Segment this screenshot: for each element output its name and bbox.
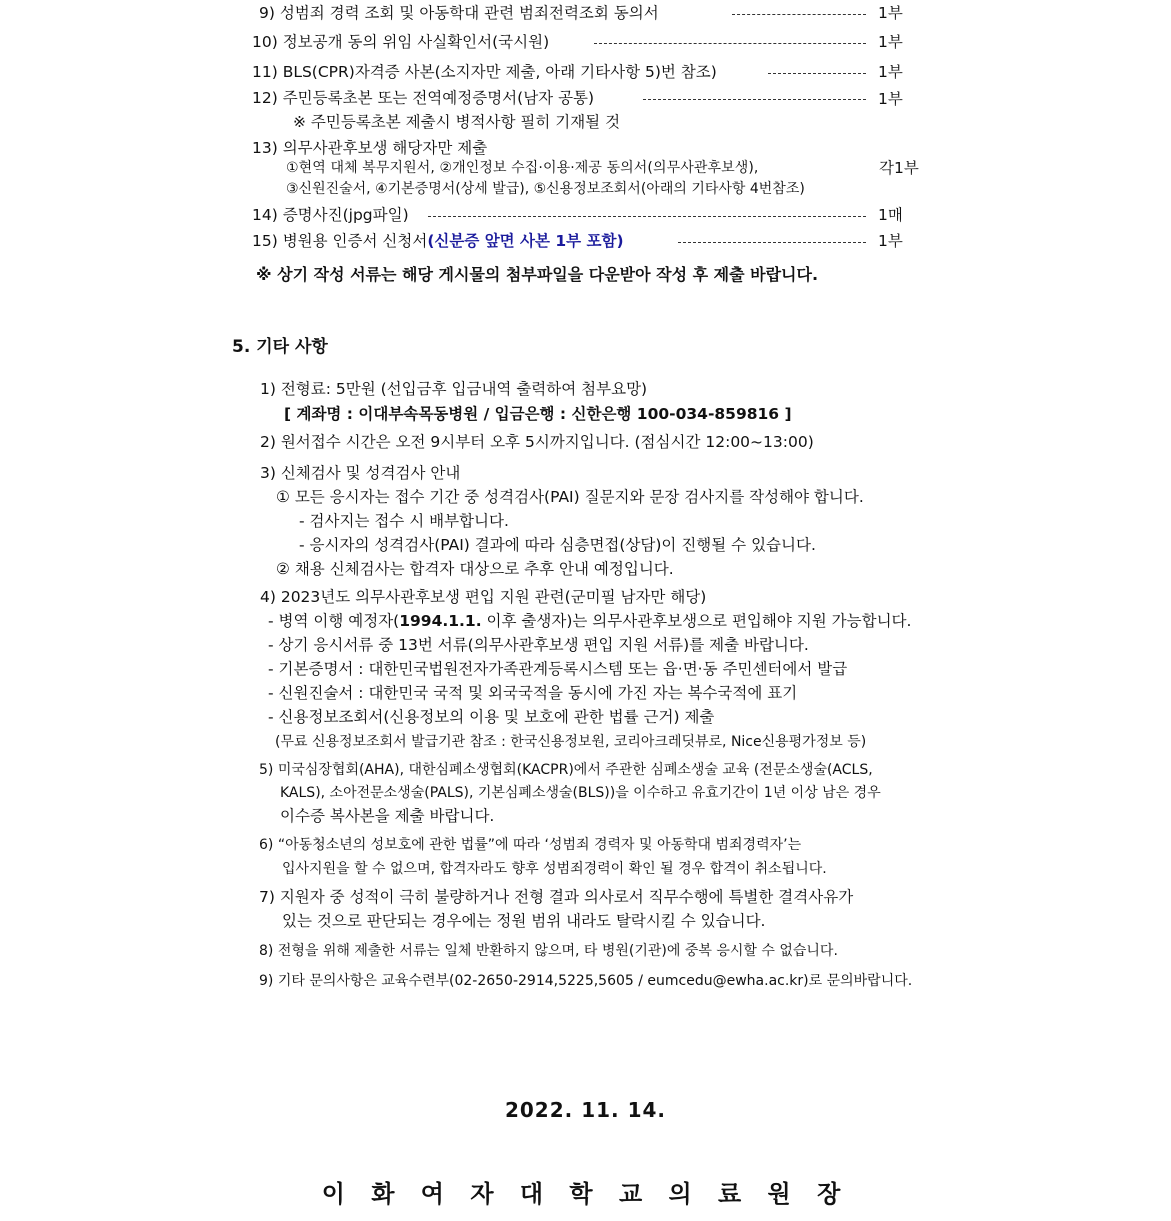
doc-item-15 bbox=[252, 230, 624, 252]
etc-item-4-d: - 신원진술서 : 대한민국 국적 및 외국국적을 동시에 가진 자는 복수국적에 표기 bbox=[268, 684, 798, 702]
etc-item-6-line1: 6) “아동청소년의 성보호에 관한 법률”에 따라 ‘성범죄 경력자 및 아동학대 범죄경력자’는 bbox=[259, 837, 802, 853]
leader-dots bbox=[428, 216, 866, 217]
etc-item-3-a2: - 응시자의 성격검사(PAI) 결과에 따라 심층면접(상담)이 진행될 수 있습니다. bbox=[299, 536, 816, 554]
doc-item-14: 14) 증명사진(jpg파일) bbox=[252, 206, 409, 224]
doc-item-13-line1: ①현역 대체 복무지원서, ②개인정보 수집·이용·제공 동의서(의무사관후보생), bbox=[286, 160, 759, 176]
issue-date: 2022. 11. 14. bbox=[504, 1098, 667, 1122]
leader-dots bbox=[643, 99, 866, 100]
doc-item-13-line2: ③신원진술서, ④기본증명서(상세 발급), ⑤신용정보조회서(아래의 기타사항 4번참조) bbox=[286, 181, 805, 197]
etc-item-4-a-pre: - 병역 이행 예정자( bbox=[268, 612, 400, 630]
etc-item-3-b: ② 채용 신체검사는 합격자 대상으로 추후 안내 예정입니다. bbox=[276, 560, 674, 578]
leader-dots bbox=[678, 242, 866, 243]
etc-item-4-a-date: 1994.1.1. bbox=[399, 612, 482, 630]
etc-item-7-line1: 7) 지원자 중 성적이 극히 불량하거나 전형 결과 의사로서 직무수행에 특별한 결격사유가 bbox=[259, 888, 854, 906]
etc-item-3-a: ① 모든 응시자는 접수 기간 중 성격검사(PAI) 질문지와 문장 검사지를 작성해야 합니다. bbox=[276, 488, 864, 506]
doc-item-14-qty: 1매 bbox=[878, 206, 903, 224]
etc-item-3: 3) 신체검사 및 성격검사 안내 bbox=[260, 464, 461, 482]
doc-item-10-qty: 1부 bbox=[878, 33, 903, 51]
etc-item-4-b: - 상기 응시서류 중 13번 서류(의무사관후보생 편입 지원 서류)를 제출 바랍니다. bbox=[268, 636, 809, 654]
doc-item-10: 10) 정보공개 동의 위임 사실확인서(국시원) bbox=[252, 33, 550, 51]
doc-item-13-qty: 각1부 bbox=[879, 159, 919, 177]
etc-item-4-f: (무료 신용정보조회서 발급기관 참조 : 한국신용정보원, 코리아크레딧뷰로, Nice신용평가정보 등) bbox=[275, 734, 867, 750]
doc-item-12-note: ※ 주민등록초본 제출시 병적사항 필히 기재될 것 bbox=[293, 113, 621, 131]
leader-dots bbox=[732, 14, 866, 15]
etc-item-1: 1) 전형료: 5만원 (선입금후 입금내역 출력하여 첨부요망) bbox=[260, 380, 648, 398]
etc-item-5-line3: 이수증 복사본을 제출 바랍니다. bbox=[280, 807, 495, 825]
submission-notice: ※ 상기 작성 서류는 해당 게시물의 첨부파일을 다운받아 작성 후 제출 바랍니다. bbox=[256, 265, 819, 284]
doc-item-11-qty: 1부 bbox=[878, 63, 903, 81]
doc-item-15-label: 15) 병원용 인증서 신청서 bbox=[252, 232, 428, 250]
doc-item-15-qty: 1부 bbox=[878, 232, 903, 250]
etc-item-4: 4) 2023년도 의무사관후보생 편입 지원 관련(군미필 남자만 해당) bbox=[260, 588, 707, 606]
etc-item-3-a1: - 검사지는 접수 시 배부합니다. bbox=[299, 512, 509, 530]
doc-item-11: 11) BLS(CPR)자격증 사본(소지자만 제출, 아래 기타사항 5)번 참조) bbox=[252, 63, 717, 81]
etc-item-4-c: - 기본증명서 : 대한민국법원전자가족관계등록시스템 또는 읍·면·동 주민센터에서 발급 bbox=[268, 660, 848, 678]
etc-item-2: 2) 원서접수 시간은 오전 9시부터 오후 5시까지입니다. (점심시간 12:00~13:00) bbox=[260, 433, 814, 451]
leader-dots bbox=[594, 43, 866, 44]
doc-item-12: 12) 주민등록초본 또는 전역예정증명서(남자 공통) bbox=[252, 89, 595, 107]
leader-dots bbox=[768, 73, 866, 74]
etc-item-9: 9) 기타 문의사항은 교육수련부(02-2650-2914,5225,5605 / eumcedu@ewha.ac.kr)로 문의바랍니다. bbox=[259, 973, 913, 989]
doc-item-12-qty: 1부 bbox=[878, 90, 903, 108]
etc-item-8: 8) 전형을 위해 제출한 서류는 일체 반환하지 않으며, 타 병원(기관)에 중복 응시할 수 없습니다. bbox=[259, 943, 838, 959]
doc-item-13: 13) 의무사관후보생 해당자만 제출 bbox=[252, 139, 488, 157]
etc-item-6-line2: 입사지원을 할 수 없으며, 합격자라도 향후 성범죄경력이 확인 될 경우 합격이 취소됩니다. bbox=[282, 861, 827, 877]
etc-item-5-line2: KALS), 소아전문소생술(PALS), 기본심폐소생술(BLS))을 이수하고 유효기간이 1년 이상 남은 경우 bbox=[280, 785, 881, 801]
etc-item-7-line2: 있는 것으로 판단되는 경우에는 정원 범위 내라도 탈락시킬 수 있습니다. bbox=[282, 912, 766, 930]
etc-item-4-a-post: 이후 출생자)는 의무사관후보생으로 편입해야 지원 가능합니다. bbox=[481, 612, 912, 630]
etc-item-5-line1: 5) 미국심장협회(AHA), 대한심폐소생협회(KACPR)에서 주관한 심폐소생술 교육 (전문소생술(ACLS, bbox=[259, 762, 873, 778]
etc-item-1-account: [ 계좌명 : 이대부속목동병원 / 입금은행 : 신한은행 100-034-859816 ] bbox=[284, 405, 792, 423]
doc-item-9-qty: 1부 bbox=[878, 4, 903, 22]
signatory: 이 화 여 자 대 학 교 의 료 원 장 bbox=[321, 1180, 850, 1208]
etc-item-4-a bbox=[268, 610, 911, 632]
doc-item-15-highlight: (신분증 앞면 사본 1부 포함) bbox=[427, 232, 624, 250]
doc-item-9: 9) 성범죄 경력 조회 및 아동학대 관련 범죄전력조회 동의서 bbox=[259, 4, 659, 22]
section-5-title: 5. 기타 사항 bbox=[232, 337, 328, 357]
etc-item-4-e: - 신용정보조회서(신용정보의 이용 및 보호에 관한 법률 근거) 제출 bbox=[268, 708, 715, 726]
